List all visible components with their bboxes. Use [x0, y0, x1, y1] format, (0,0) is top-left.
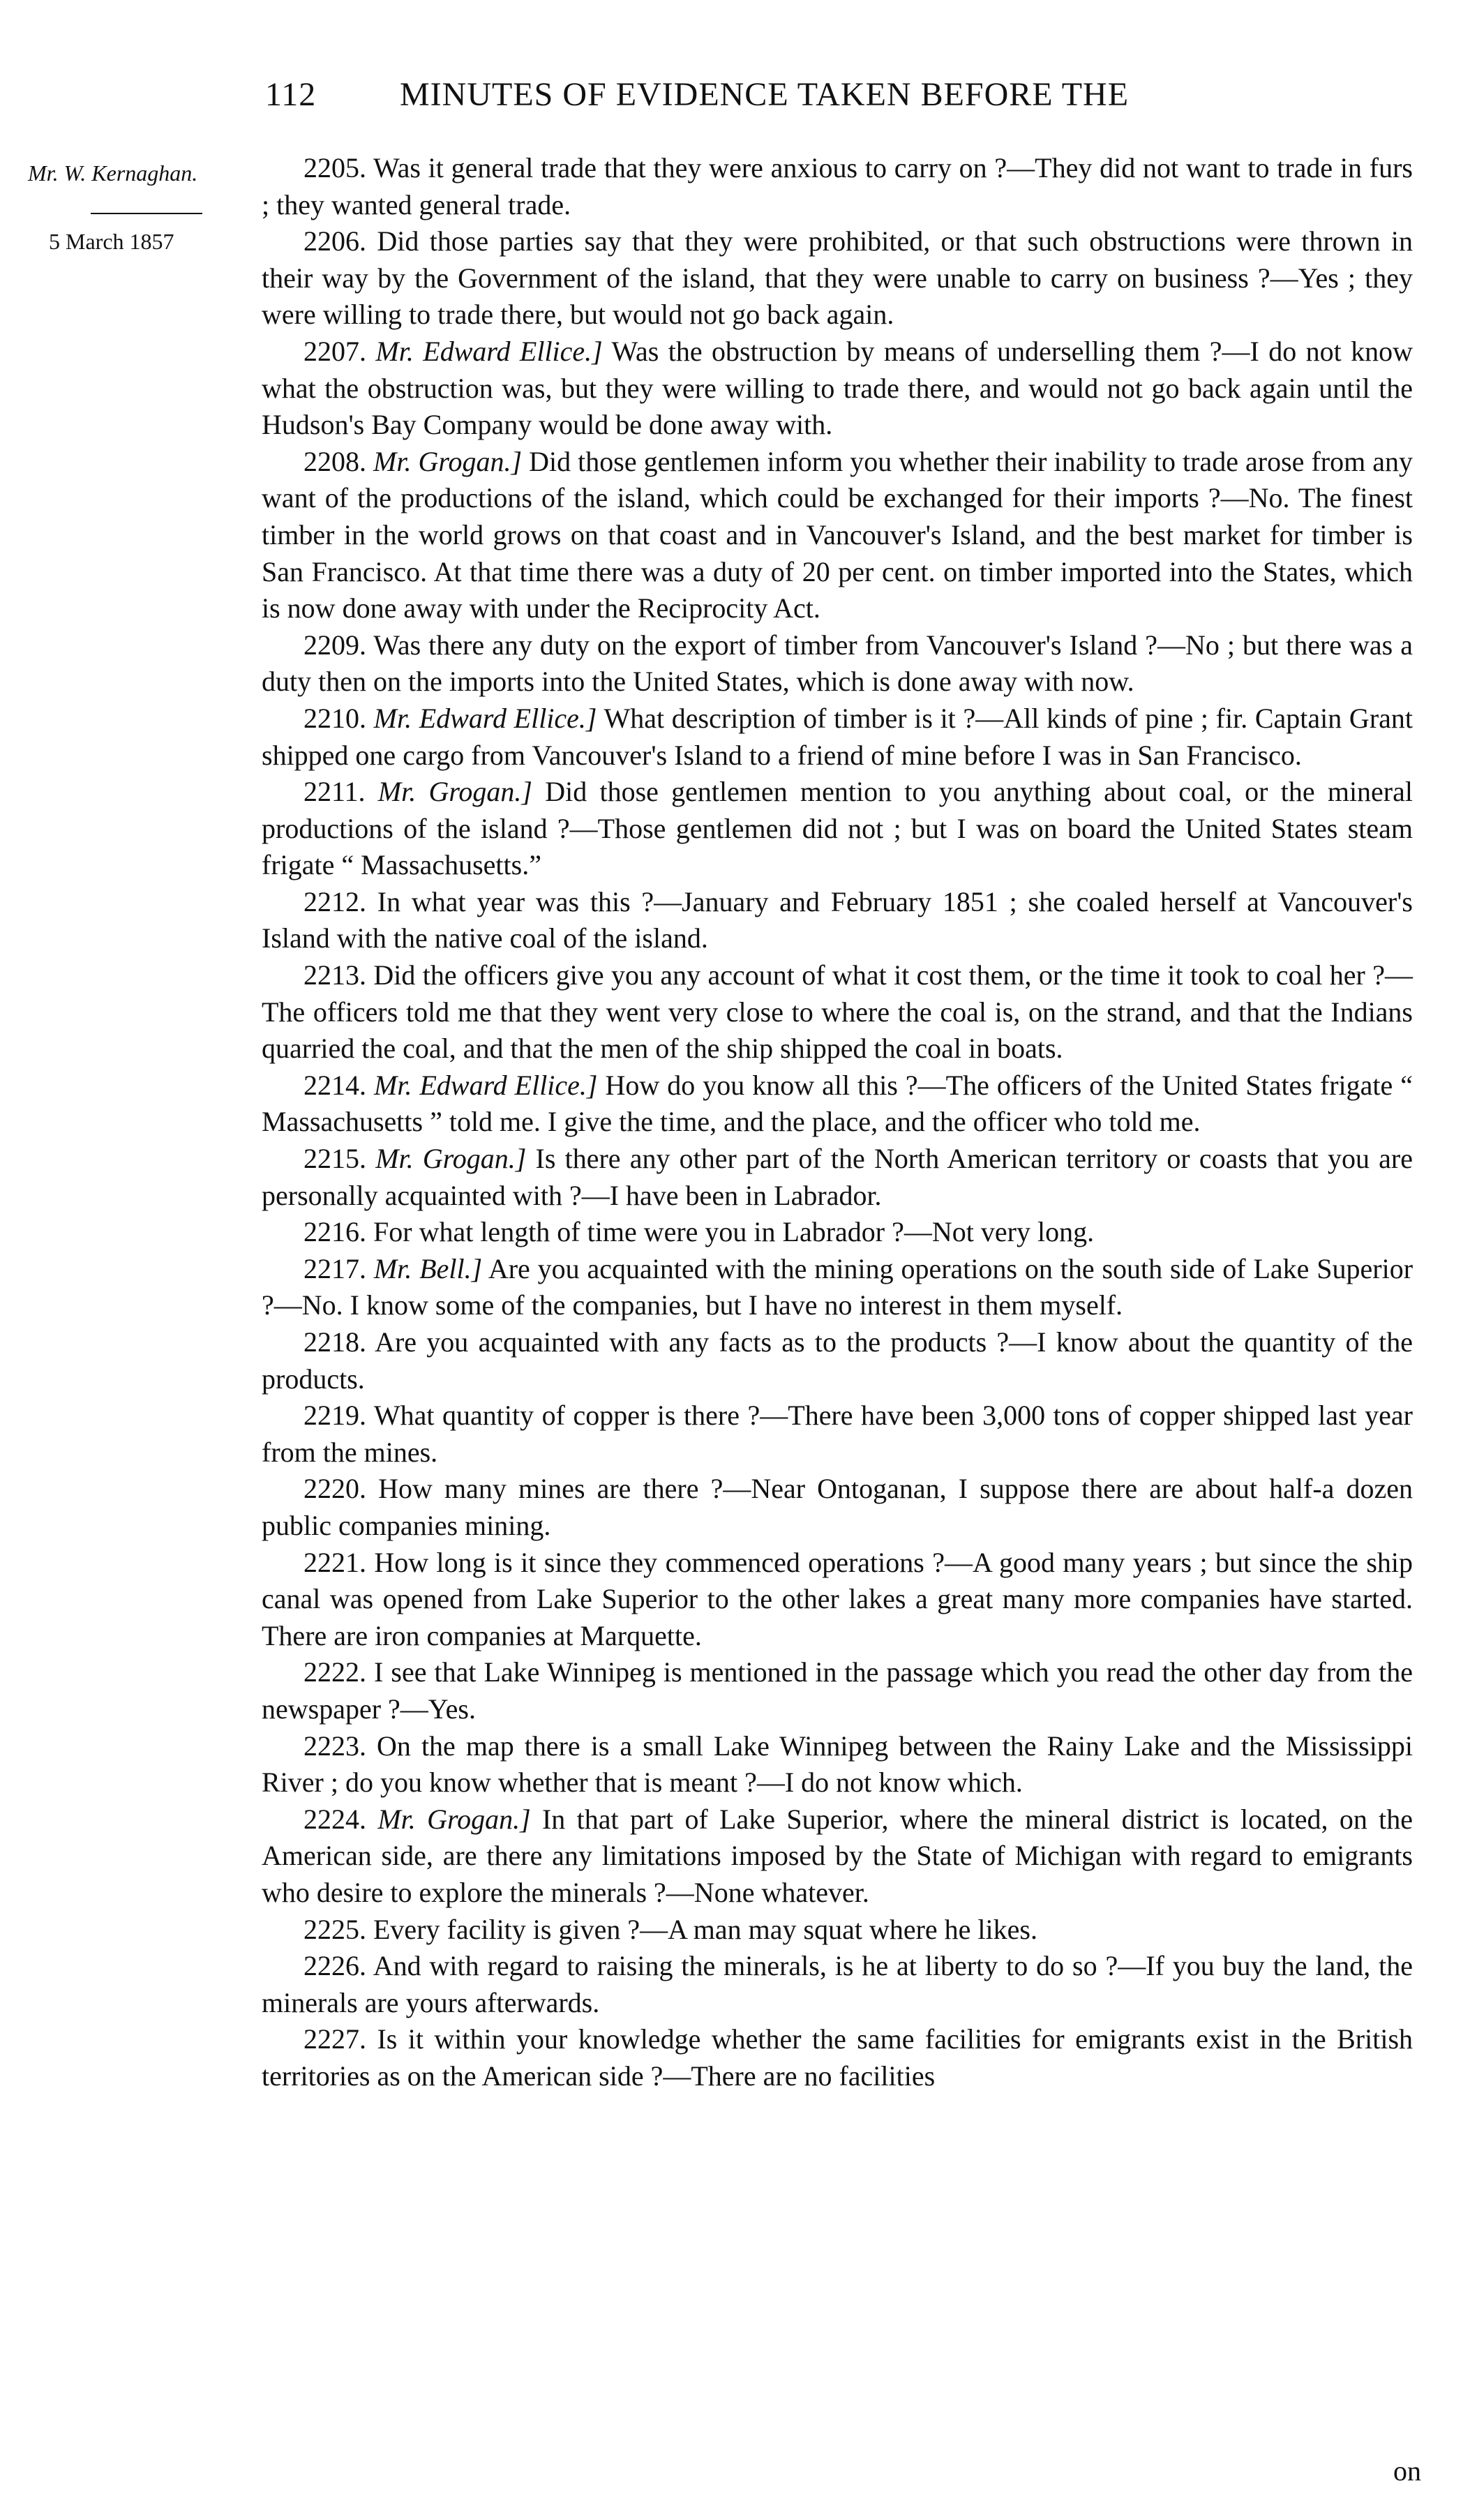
question-text: How many mines are there ?—Near Ontoganan, I suppose there are about half-a dozen public companies mining. — [262, 1473, 1413, 1541]
question-number: 2223. — [303, 1730, 366, 1762]
question-paragraph — [262, 1728, 1413, 1801]
question-text: I see that Lake Winnipeg is mentioned in the passage which you read the other day from the newspaper ?—Yes. — [262, 1656, 1413, 1725]
question-number: 2206. — [303, 225, 366, 257]
page-title: MINUTES OF EVIDENCE TAKEN BEFORE THE — [400, 76, 1130, 113]
question-paragraph — [262, 957, 1413, 1067]
question-number: 2227. — [303, 2023, 366, 2055]
question-paragraph — [262, 884, 1413, 957]
question-paragraph — [262, 774, 1413, 884]
question-number: 2216. — [303, 1216, 366, 1248]
question-text: And with regard to raising the minerals, is he at liberty to do so ?—If you buy the land, the minerals are yours afterwards. — [262, 1950, 1413, 2018]
question-paragraph — [262, 700, 1413, 774]
question-paragraph — [262, 150, 1413, 223]
speaker-name: Mr. Edward Ellice.] — [374, 1069, 598, 1101]
question-paragraph — [262, 1067, 1413, 1141]
question-number: 2221. — [303, 1546, 366, 1578]
question-text: On the map there is a small Lake Winnipeg between the Rainy Lake and the Mississippi River ; do you know whether that is meant ?—I do not know which. — [262, 1730, 1413, 1799]
question-number: 2215. — [303, 1143, 366, 1175]
question-number: 2222. — [303, 1656, 366, 1688]
speaker-name: Mr. Edward Ellice.] — [373, 702, 597, 734]
question-text: Is it within your knowledge whether the same facilities for emigrants exist in the British territories as on the American side ?—There are no facilities — [262, 2023, 1413, 2092]
speaker-name: Mr. Grogan.] — [373, 445, 523, 477]
question-number: 2207. — [303, 335, 366, 367]
question-number: 2224. — [303, 1803, 366, 1835]
question-paragraph — [262, 1545, 1413, 1655]
catchword: on — [1393, 2455, 1421, 2487]
question-number: 2208. — [303, 445, 366, 477]
question-text: Did those gentlemen mention to you anything about coal, or the mineral productions of the island ?—Those gentlemen did not ; but I was on board the United States steam frigate “ Massachusetts.” — [262, 776, 1413, 881]
speaker-name: Mr. Grogan.] — [375, 1143, 527, 1175]
question-paragraph — [262, 444, 1413, 627]
question-number: 2218. — [303, 1326, 366, 1358]
question-text: Are you acquainted with any facts as to the products ?—I know about the quantity of the products. — [262, 1326, 1413, 1395]
evidence-date: 5 March 1857 — [49, 229, 174, 254]
speaker-name: Mr. Grogan.] — [377, 776, 532, 808]
question-paragraph — [262, 1654, 1413, 1727]
question-paragraph — [262, 1141, 1413, 1214]
question-paragraph — [262, 2021, 1413, 2094]
question-text: Was it general trade that they were anxious to carry on ?—They did not want to trade in furs ; they wanted general trade. — [262, 152, 1413, 220]
question-text: Did the officers give you any account of what it cost them, or the time it took to coal her ?—The officers told me that they went very close to where the coal is, on the strand, and that the Indians quarried the coal, and that the men of the ship shipped the coal in boats. — [262, 959, 1413, 1065]
question-text: How do you know all this ?—The officers of the United States frigate “ Massachusetts ” told me. I give the time, and the place, and the officer who told me. — [262, 1069, 1413, 1138]
question-number: 2209. — [303, 629, 366, 661]
question-text: In what year was this ?—January and February 1851 ; she coaled herself at Vancouver's Island with the native coal of the island. — [262, 885, 1413, 954]
question-text: Did those parties say that they were prohibited, or that such obstructions were thrown in their way by the Government of the island, that they were unable to carry on business ?—Yes ; they were willing to trade there, but would not go back again. — [262, 225, 1413, 331]
question-paragraph — [262, 1948, 1413, 2021]
question-paragraph — [262, 1471, 1413, 1544]
question-number: 2211. — [303, 776, 366, 808]
question-text: Every facility is given ?—A man may squat where he likes. — [373, 1913, 1037, 1945]
speaker-name: Mr. Edward Ellice.] — [375, 335, 603, 367]
question-paragraph — [262, 1324, 1413, 1397]
question-text: Did those gentlemen inform you whether their inability to trade arose from any want of the productions of the island, which could be exchanged for their imports ?—No. The finest timber in the world grows on that coast and in Vancouver's Island, and the best market for timber is San Francisco. At that time there was a duty of 20 per cent. on timber imported into the States, which is now done away with under the Reciprocity Act. — [262, 445, 1413, 624]
question-text: Are you acquainted with the mining operations on the south side of Lake Superior ?—No. I know some of the companies, but I have no interest in them myself. — [262, 1252, 1413, 1321]
question-number: 2226. — [303, 1950, 366, 1982]
question-text: In that part of Lake Superior, where the mineral district is located, on the American side, are there any limitations imposed by the State of Michigan with regard to emigrants who desire to explore the minerals ?—None whatever. — [262, 1803, 1413, 1908]
question-text: For what length of time were you in Labrador ?—Not very long. — [373, 1216, 1095, 1248]
speaker-name: Mr. Grogan.] — [377, 1803, 531, 1835]
question-number: 2220. — [303, 1473, 366, 1505]
question-paragraph — [262, 627, 1413, 700]
question-paragraph — [262, 1397, 1413, 1471]
question-number: 2212. — [303, 885, 366, 917]
margin-divider — [91, 213, 202, 214]
question-number: 2213. — [303, 959, 366, 991]
question-number: 2219. — [303, 1400, 366, 1432]
question-paragraph — [262, 1801, 1413, 1912]
question-text: What description of timber is it ?—All kinds of pine ; fir. Captain Grant shipped one cargo from Vancouver's Island to a friend of mine before I was in San Francisco. — [262, 702, 1413, 771]
page-number: 112 — [265, 76, 317, 113]
question-text: What quantity of copper is there ?—There have been 3,000 tons of copper shipped last year from the mines. — [262, 1400, 1413, 1468]
page-header — [265, 75, 1409, 114]
question-number: 2225. — [303, 1913, 366, 1945]
speaker-name: Mr. Bell.] — [373, 1252, 483, 1284]
question-paragraph — [262, 1912, 1413, 1949]
evidence-body — [262, 150, 1413, 2094]
question-paragraph — [262, 333, 1413, 444]
question-text: Was the obstruction by means of underselling them ?—I do not know what the obstruction was, but they were willing to trade there, and would not go back again until the Hudson's Bay Company would be done away with. — [262, 335, 1413, 441]
question-number: 2210. — [303, 702, 366, 734]
question-number: 2217. — [303, 1252, 366, 1284]
question-text: How long is it since they commenced operations ?—A good many years ; but since the ship canal was opened from Lake Superior to the other lakes a great many more companies have started. There are iron companies at Marquette. — [262, 1546, 1413, 1651]
witness-name: Mr. W. Kernaghan. — [28, 160, 198, 186]
question-paragraph — [262, 223, 1413, 333]
question-text: Was there any duty on the export of timber from Vancouver's Island ?—No ; but there was a duty then on the imports into the United States, which is done away with now. — [262, 629, 1413, 698]
question-number: 2214. — [303, 1069, 366, 1101]
question-paragraph — [262, 1214, 1413, 1251]
question-number: 2205. — [303, 152, 366, 183]
question-paragraph — [262, 1251, 1413, 1324]
question-text: Is there any other part of the North American territory or coasts that you are personally acquainted with ?—I have been in Labrador. — [262, 1143, 1413, 1211]
